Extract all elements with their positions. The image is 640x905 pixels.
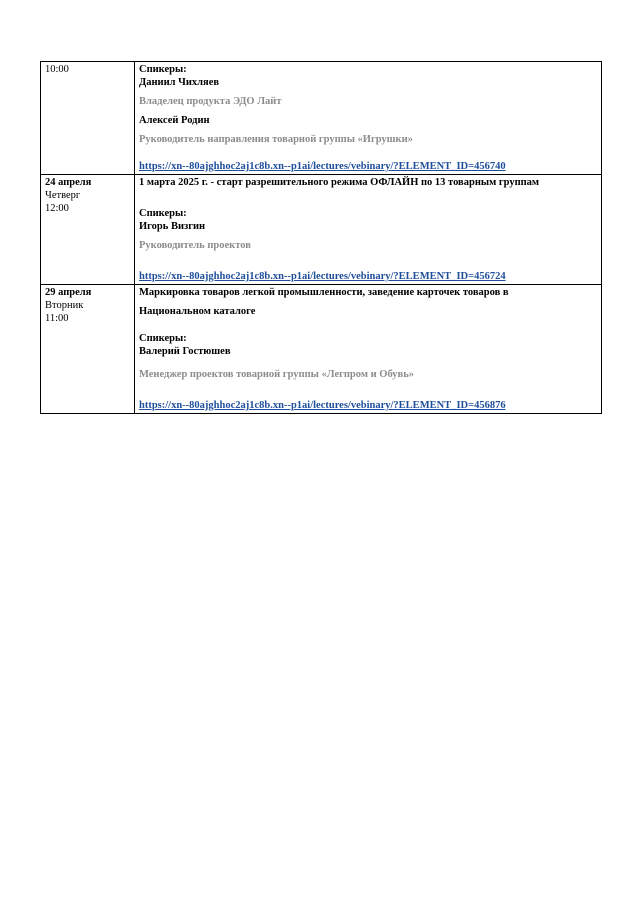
time-text: 12:00 [45, 203, 69, 214]
speakers-heading: Спикеры: [139, 333, 187, 344]
table-row [41, 175, 602, 285]
weekday-text: Вторник [45, 300, 84, 311]
date-text: 24 апреля [45, 177, 92, 188]
speakers-heading: Спикеры: [139, 64, 187, 75]
webinar-title-line: Маркировка товаров легкой промышленности, заведение карточек товаров в [139, 287, 509, 298]
date-text: 29 апреля [45, 287, 92, 298]
table-row [41, 285, 602, 414]
webinar-link[interactable]: https://xn--80ajghhoc2aj1c8b.xn--p1ai/lectures/vebinary/?ELEMENT_ID=456740 [139, 161, 506, 172]
speaker-name: Алексей Родин [139, 115, 210, 126]
speaker-role: Руководитель направления товарной группы «Игрушки» [139, 134, 413, 145]
time-text: 10:00 [45, 64, 69, 75]
date-cell [41, 285, 135, 414]
speakers-heading: Спикеры: [139, 208, 187, 219]
webinar-title: 1 марта 2025 г. - старт разрешительного режима ОФЛАЙН по 13 товарным группам [139, 177, 540, 188]
webinar-link[interactable]: https://xn--80ajghhoc2aj1c8b.xn--p1ai/lectures/vebinary/?ELEMENT_ID=456876 [139, 400, 506, 411]
speaker-name: Валерий Гостюшев [139, 346, 231, 357]
time-text: 11:00 [45, 313, 69, 324]
speaker-role: Менеджер проектов товарной группы «Легпром и Обувь» [139, 369, 415, 380]
details-cell [135, 285, 602, 414]
speaker-role: Руководитель проектов [139, 240, 251, 251]
speaker-name: Даниил Чихляев [139, 77, 220, 88]
details-cell [135, 62, 602, 175]
webinar-schedule-table [40, 61, 602, 414]
date-cell [41, 62, 135, 175]
weekday-text: Четверг [45, 190, 81, 201]
table-row [41, 62, 602, 175]
webinar-link[interactable]: https://xn--80ajghhoc2aj1c8b.xn--p1ai/lectures/vebinary/?ELEMENT_ID=456724 [139, 271, 506, 282]
date-cell [41, 175, 135, 285]
speaker-role: Владелец продукта ЭДО Лайт [139, 96, 282, 107]
webinar-title-line: Национальном каталоге [139, 306, 256, 317]
speaker-name: Игорь Визгин [139, 221, 206, 232]
details-cell [135, 175, 602, 285]
